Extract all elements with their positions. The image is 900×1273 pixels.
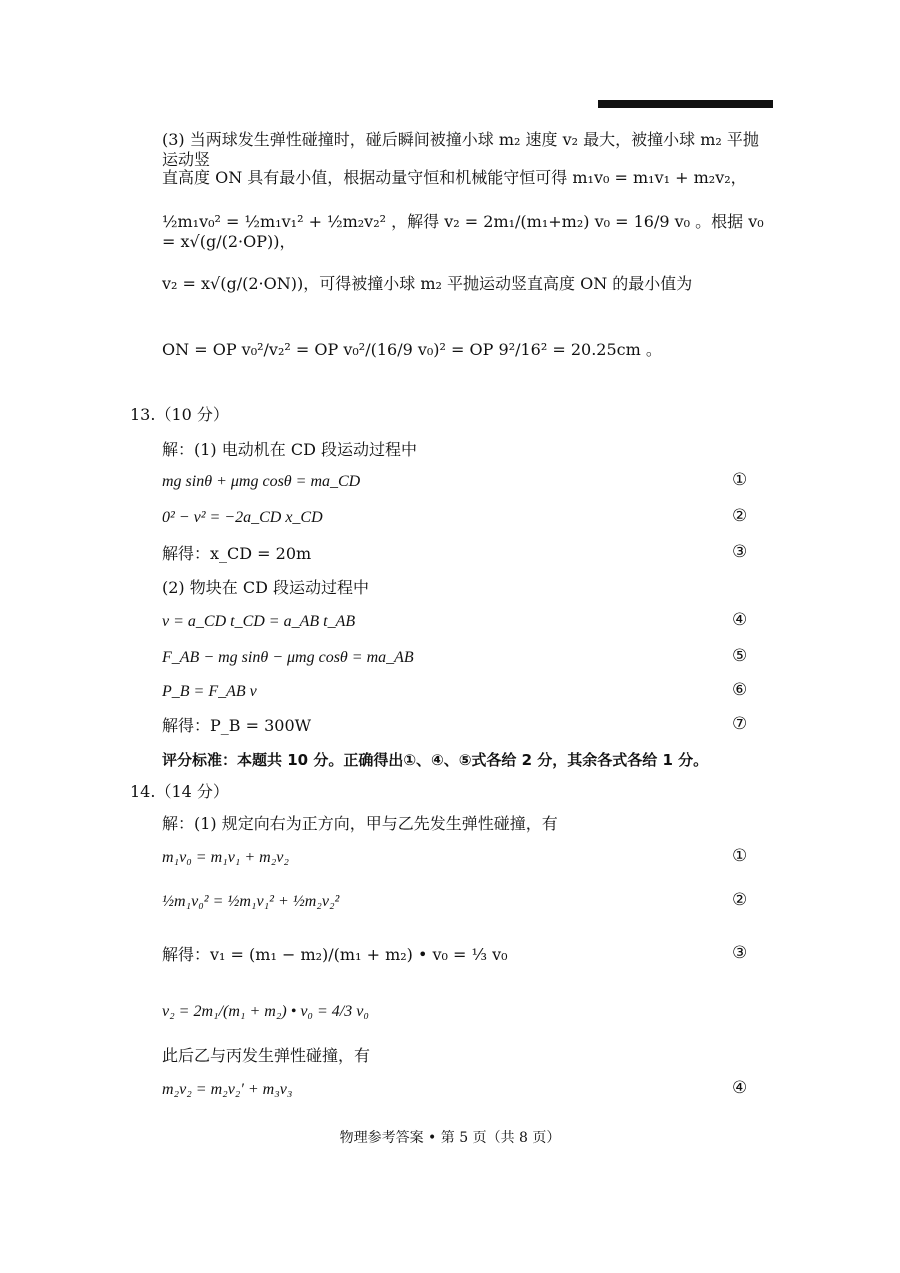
q14-eq2: ½m₁v₀² = ½m₁v₁² + ½m₂v₂² bbox=[162, 893, 340, 910]
q13-eq5: F_AB − mg sinθ − μmg cosθ = ma_AB bbox=[162, 649, 414, 666]
part3-solve-eq: ，解得 v₂ = 2m₁/(m₁+m₂) v₀ = 16/9 v₀ 。根据 v₀ = x√(g/(2·OP))， bbox=[162, 212, 764, 251]
q13-mark2: ② bbox=[732, 506, 748, 526]
q14-eq3: 解得：v₁ = (m₁ − m₂)/(m₁ + m₂) • v₀ = ⅓ v₀ bbox=[162, 945, 508, 964]
part3-line3 bbox=[162, 212, 773, 252]
part3-energy-eq: ½m₁v₀² = ½m₁v₁² + ½m₂v₂² bbox=[162, 212, 387, 231]
q13-mark7: ⑦ bbox=[732, 714, 748, 734]
q14-eq1: m₁v₀ = m₁v₁ + m₂v₂ bbox=[162, 849, 289, 866]
q14-intro2: 此后乙与丙发生弹性碰撞，有 bbox=[162, 1046, 371, 1065]
q13-eq1: mg sinθ + μmg cosθ = ma_CD bbox=[162, 473, 361, 490]
q13-intro1: 解：(1) 电动机在 CD 段运动过程中 bbox=[162, 440, 417, 459]
q13-eq7: 解得：P_B = 300W bbox=[162, 716, 312, 735]
header-bar bbox=[598, 100, 773, 108]
part3-line5: ON = OP v₀²/v₂² = OP v₀²/(16/9 v₀)² = OP 9²/16² = 20.25cm 。 bbox=[162, 340, 662, 359]
q13-eq3: 解得：x_CD = 20m bbox=[162, 544, 312, 563]
q13-scoring: 评分标准：本题共 10 分。正确得出①、④、⑤式各给 2 分，其余各式各给 1 分。 bbox=[162, 751, 709, 769]
q14-mark1: ① bbox=[732, 846, 748, 866]
q14-eq3b: v₂ = 2m₁/(m₁ + m₂) • v₀ = 4/3 v₀ bbox=[162, 1003, 369, 1020]
q13-intro2: (2) 物块在 CD 段运动过程中 bbox=[162, 578, 369, 597]
q13-mark3: ③ bbox=[732, 542, 748, 562]
q13-mark6: ⑥ bbox=[732, 680, 748, 700]
part3-line4: v₂ = x√(g/(2·ON))，可得被撞小球 m₂ 平抛运动竖直高度 ON 的最小值为 bbox=[162, 274, 693, 293]
q13-eq4: v = a_CD t_CD = a_AB t_AB bbox=[162, 613, 356, 630]
q14-mark2: ② bbox=[732, 890, 748, 910]
q13-mark4: ④ bbox=[732, 610, 748, 630]
q13-mark1: ① bbox=[732, 470, 748, 490]
page-footer: 物理参考答案 • 第 5 页（共 8 页） bbox=[339, 1130, 561, 1146]
q14-eq4: m₂v₂ = m₂v₂′ + m₃v₃ bbox=[162, 1081, 293, 1098]
q14-mark3: ③ bbox=[732, 943, 748, 963]
q13-header: 13.（10 分） bbox=[130, 405, 229, 424]
q14-header: 14.（14 分） bbox=[130, 782, 229, 801]
part3-line1: (3) 当两球发生弹性碰撞时，碰后瞬间被撞小球 m₂ 速度 v₂ 最大，被撞小球 m₂ 平抛运动竖 bbox=[162, 130, 759, 169]
q13-mark5: ⑤ bbox=[732, 646, 748, 666]
q13-eq6: P_B = F_AB v bbox=[162, 683, 257, 700]
q13-eq2: 0² − v² = −2a_CD x_CD bbox=[162, 509, 323, 526]
q14-intro1: 解：(1) 规定向右为正方向，甲与乙先发生弹性碰撞，有 bbox=[162, 814, 558, 833]
part3-line2: 直高度 ON 具有最小值，根据动量守恒和机械能守恒可得 m₁v₀ = m₁v₁ + m₂v₂， bbox=[162, 168, 747, 187]
q14-mark4: ④ bbox=[732, 1078, 748, 1098]
